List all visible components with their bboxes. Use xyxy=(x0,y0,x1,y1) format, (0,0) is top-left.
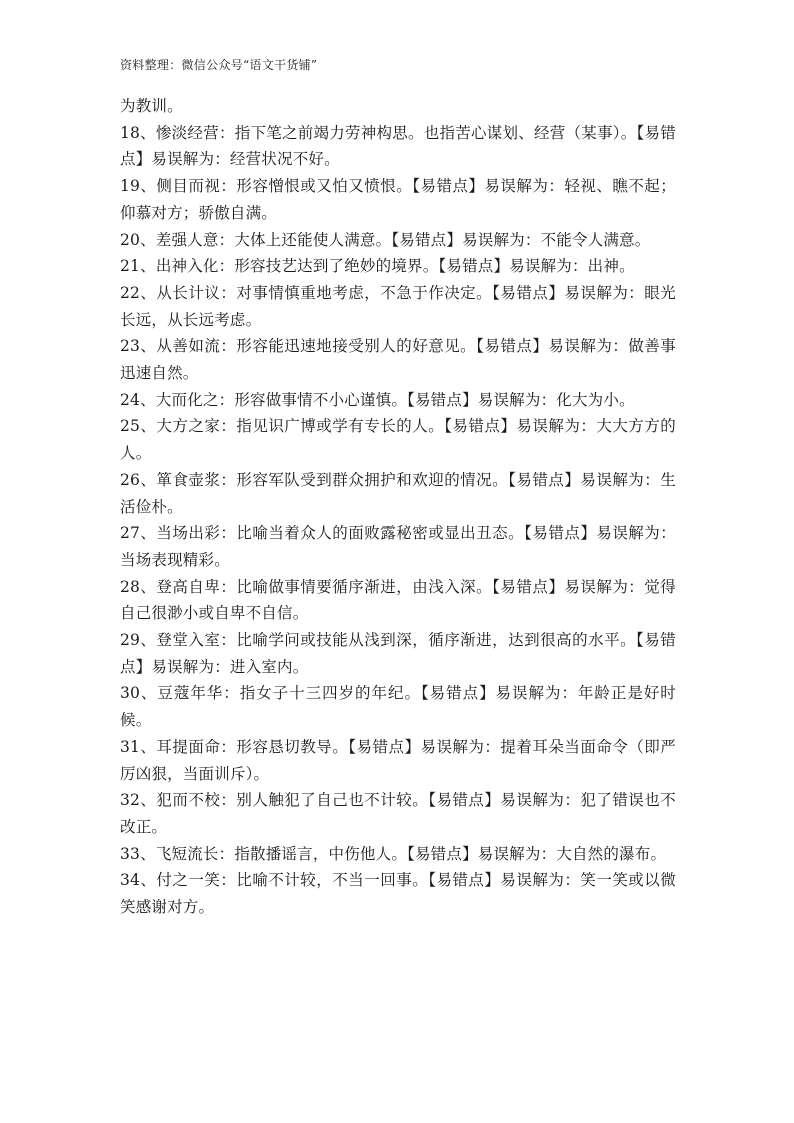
entry-continuation: 为教训。 xyxy=(120,97,183,115)
entry-23: 23、从善如流：形容能迅速地接受别人的好意见。【易错点】易误解为：做善事迅速自然。 xyxy=(120,337,676,383)
entry-31: 31、耳提面命：形容恳切教导。【易错点】易误解为：提着耳朵当面命令（即严厉凶狠，当面训斥）。 xyxy=(120,737,676,783)
entry-19: 19、侧目而视：形容憎恨或又怕又愤恨。【易错点】易误解为：轻视、瞧不起；仰慕对方；骄傲自满。 xyxy=(120,177,676,222)
entry-24: 24、大而化之：形容做事情不小心谨慎。【易错点】易误解为：化大为小。 xyxy=(120,390,635,409)
page-header-source: 资料整理：微信公众号“语文干货铺” xyxy=(120,58,318,72)
entry-30: 30、豆蔻年华：指女子十三四岁的年纪。【易错点】易误解为：年龄正是好时候。 xyxy=(120,684,676,730)
entry-33: 33、飞短流长：指散播谣言，中伤他人。【易错点】易误解为：大自然的瀑布。 xyxy=(120,844,667,863)
entry-25: 25、大方之家：指见识广博或学有专长的人。【易错点】易误解为：大大方方的人。 xyxy=(120,417,676,463)
entry-34: 34、付之一笑：比喻不计较，不当一回事。【易错点】易误解为：笑一笑或以微笑感谢对方。 xyxy=(120,871,676,917)
entry-28: 28、登高自卑：比喻做事情要循序渐进，由浅入深。【易错点】易误解为：觉得自己很渺小或自卑不自信。 xyxy=(120,577,676,623)
entry-18: 18、惨淡经营：指下笔之前竭力劳神构思。也指苦心谋划、经营（某事）。【易错点】易误解为：经营状况不好。 xyxy=(120,123,676,169)
entry-29: 29、登堂入室：比喻学问或技能从浅到深，循序渐进，达到很高的水平。【易错点】易误解为：进入室内。 xyxy=(120,631,676,676)
idiom-list xyxy=(120,93,676,921)
entry-26: 26、箪食壶浆：形容军队受到群众拥护和欢迎的情况。【易错点】易误解为：生活俭朴。 xyxy=(120,470,676,516)
entry-27: 27、当场出彩：比喻当着众人的面败露秘密或显出丑态。【易错点】易误解为：当场表现精彩。 xyxy=(120,524,676,569)
entry-22: 22、从长计议：对事情慎重地考虑，不急于作决定。【易错点】易误解为：眼光长远，从长远考虑。 xyxy=(120,283,676,329)
entry-20: 20、差强人意：大体上还能使人满意。【易错点】易误解为：不能令人满意。 xyxy=(120,230,651,249)
entry-32: 32、犯而不校：别人触犯了自己也不计较。【易错点】易误解为：犯了错误也不改正。 xyxy=(120,791,676,836)
entry-21: 21、出神入化：形容技艺达到了绝妙的境界。【易错点】易误解为：出神。 xyxy=(120,257,635,276)
